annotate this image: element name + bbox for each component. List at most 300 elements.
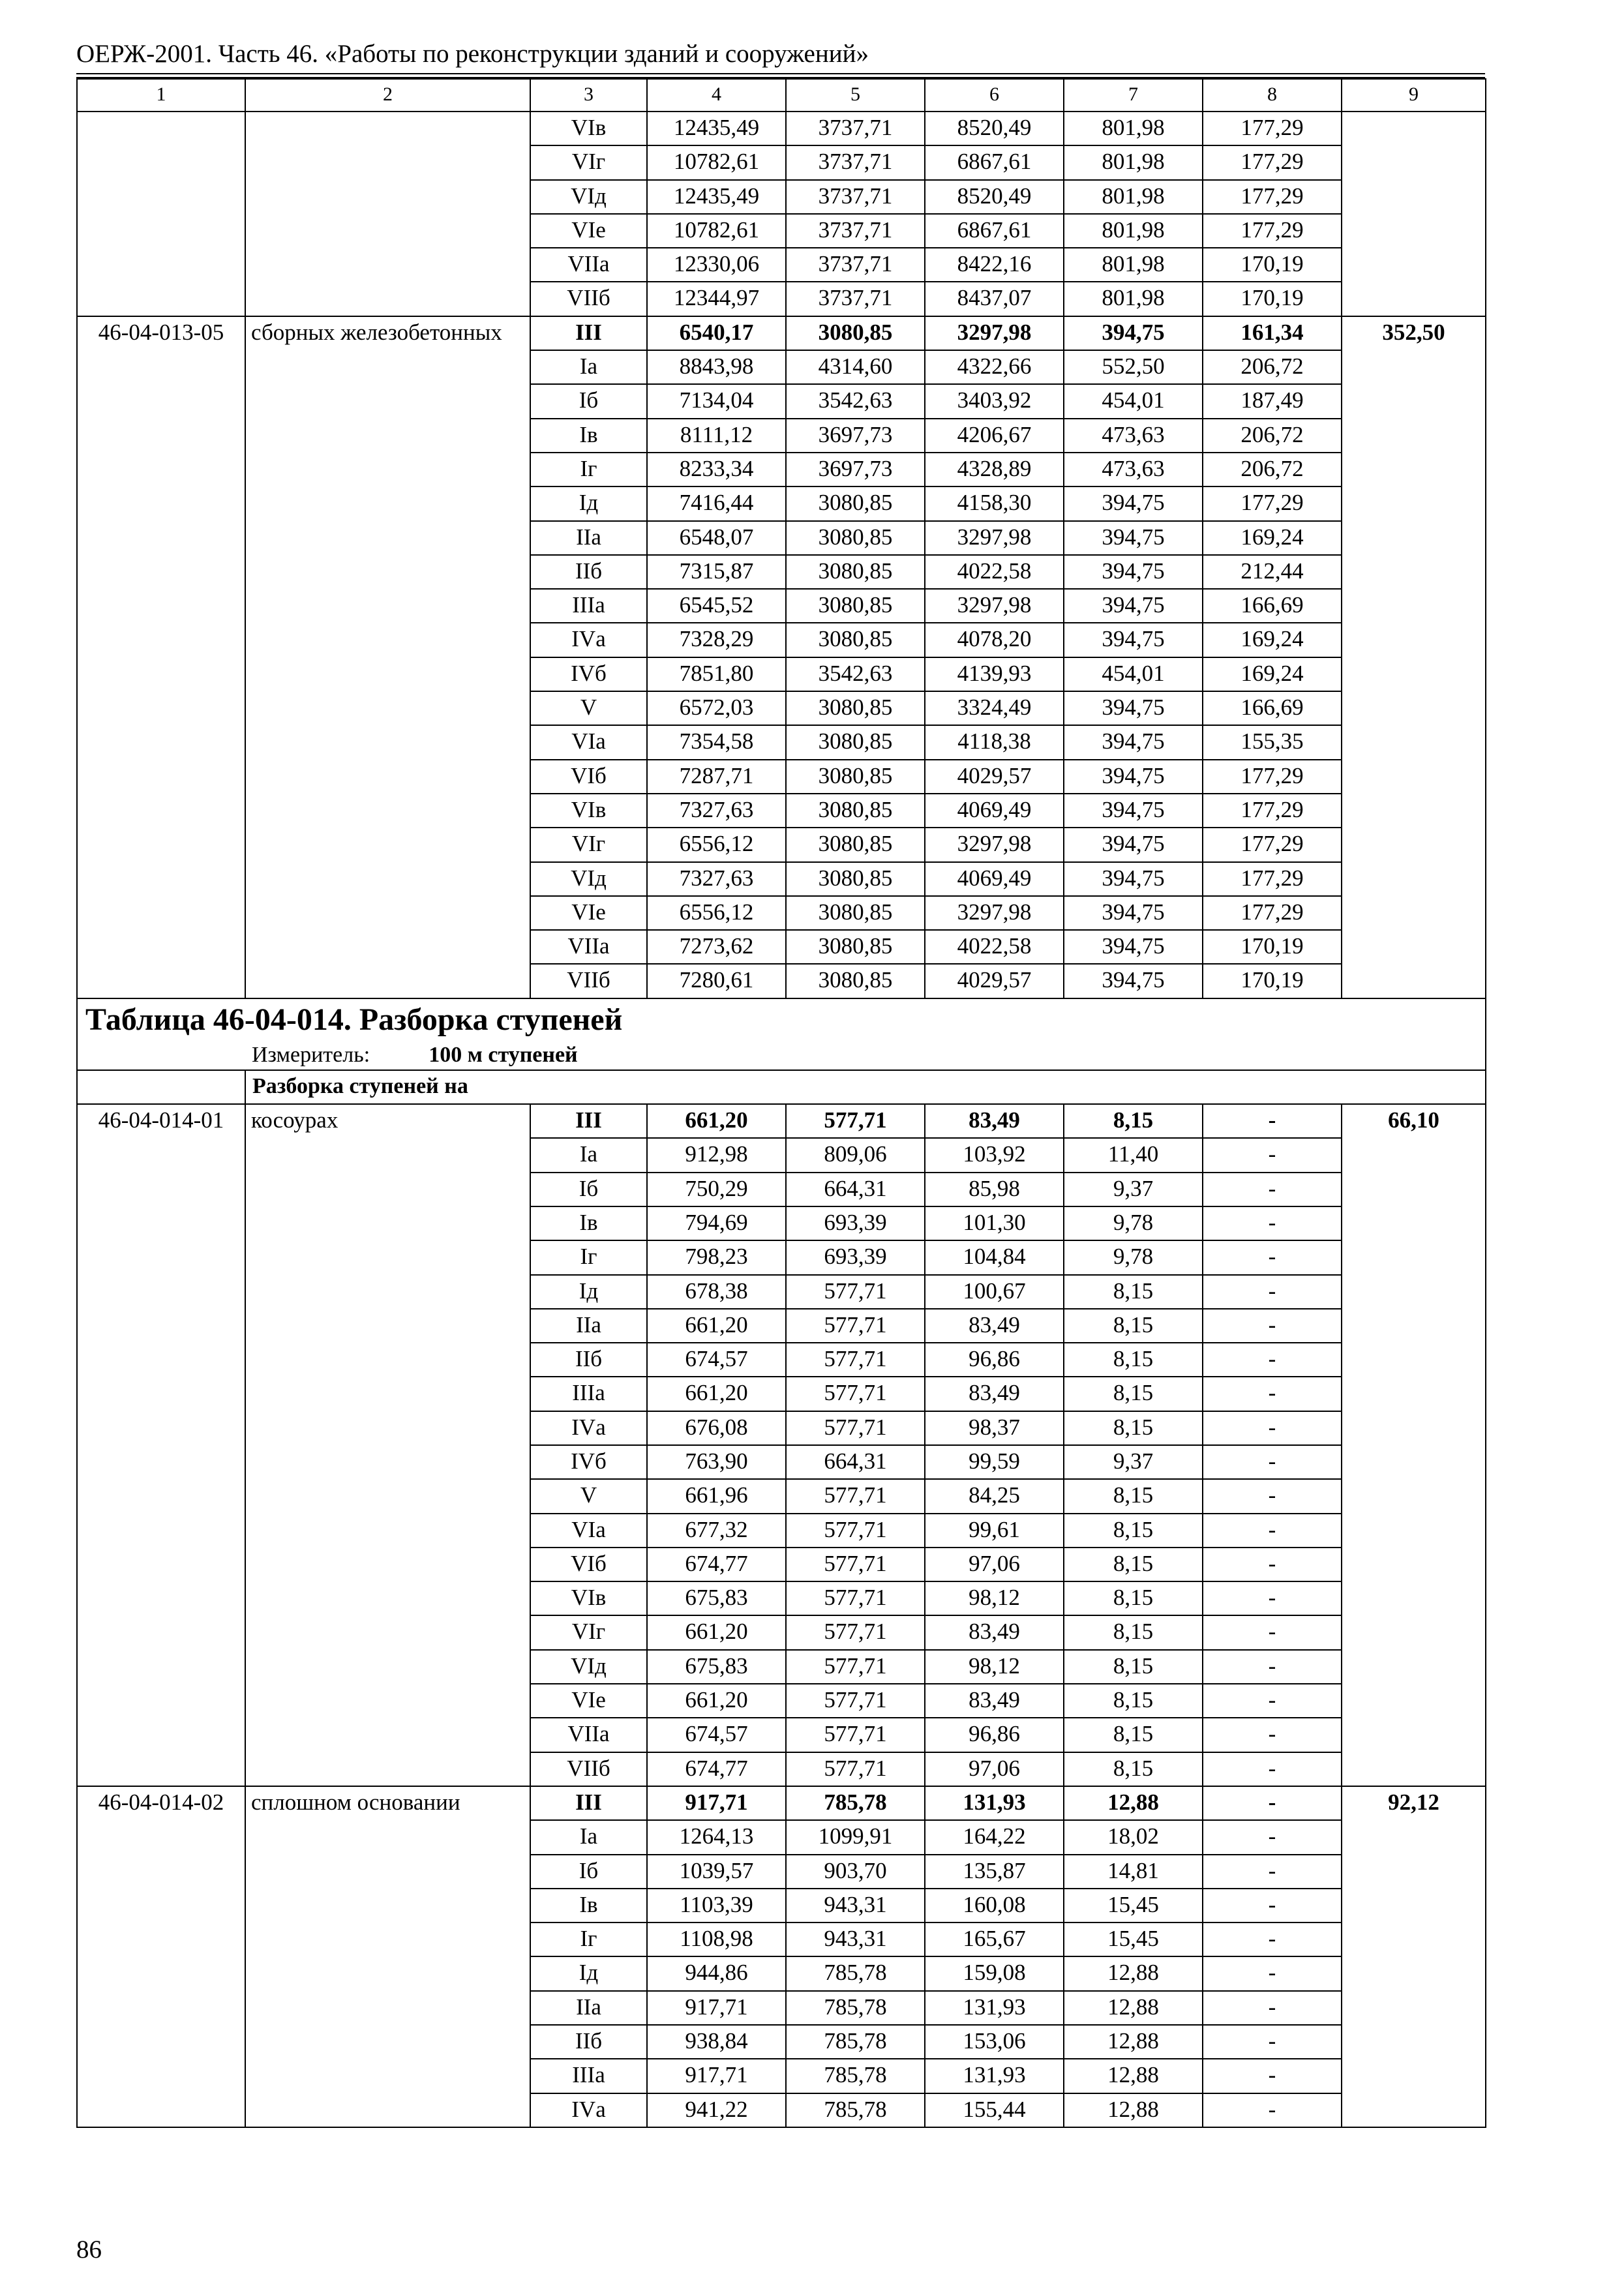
description-cell xyxy=(245,1650,530,1684)
value-cell: 103,92 xyxy=(925,1138,1064,1172)
value-cell: 84,25 xyxy=(925,1479,1064,1513)
value-cell: 678,38 xyxy=(647,1275,786,1309)
value-cell: 7134,04 xyxy=(647,384,786,418)
value-cell: 1264,13 xyxy=(647,1820,786,1854)
table-row xyxy=(77,1718,1486,1752)
value-cell: 131,93 xyxy=(925,1786,1064,1820)
value-cell: - xyxy=(1203,1956,1342,1990)
code-cell xyxy=(77,2025,245,2059)
value-cell: 166,69 xyxy=(1203,589,1342,623)
value-cell: 454,01 xyxy=(1064,657,1203,691)
value-cell: 798,23 xyxy=(647,1240,786,1274)
total-cell xyxy=(1342,589,1486,623)
value-cell: VIб xyxy=(530,760,647,794)
value-cell: 100,67 xyxy=(925,1275,1064,1309)
code-cell xyxy=(77,1206,245,1240)
total-cell xyxy=(1342,1377,1486,1411)
value-cell: 8843,98 xyxy=(647,350,786,384)
value-cell: 131,93 xyxy=(925,2059,1064,2093)
value-cell: 3080,85 xyxy=(786,760,925,794)
value-cell: 3403,92 xyxy=(925,384,1064,418)
value-cell: 577,71 xyxy=(786,1309,925,1343)
description-cell xyxy=(245,180,530,214)
total-cell xyxy=(1342,1650,1486,1684)
description-cell xyxy=(245,350,530,384)
value-cell: 98,37 xyxy=(925,1411,1064,1445)
value-cell: 3080,85 xyxy=(786,486,925,520)
total-cell xyxy=(1342,486,1486,520)
table-row xyxy=(77,1173,1486,1206)
value-cell: 3080,85 xyxy=(786,896,925,930)
table-row xyxy=(77,930,1486,964)
value-cell: - xyxy=(1203,2093,1342,2127)
value-cell: 83,49 xyxy=(925,1615,1064,1649)
value-cell: 83,49 xyxy=(925,1684,1064,1718)
table-row xyxy=(77,1479,1486,1513)
value-cell: VIе xyxy=(530,214,647,248)
value-cell: VIа xyxy=(530,1514,647,1548)
value-cell: 577,71 xyxy=(786,1650,925,1684)
table-row xyxy=(77,1650,1486,1684)
value-cell: 394,75 xyxy=(1064,896,1203,930)
value-cell: Iд xyxy=(530,1275,647,1309)
value-cell: IIIа xyxy=(530,2059,647,2093)
value-cell: 7273,62 xyxy=(647,930,786,964)
value-cell: VIIб xyxy=(530,282,647,316)
total-cell xyxy=(1342,964,1486,998)
value-cell: 166,69 xyxy=(1203,691,1342,725)
value-cell: 903,70 xyxy=(786,1855,925,1889)
value-cell: - xyxy=(1203,1786,1342,1820)
value-cell: 4022,58 xyxy=(925,930,1064,964)
value-cell: 8233,34 xyxy=(647,453,786,486)
value-cell: 101,30 xyxy=(925,1206,1064,1240)
description-cell xyxy=(245,725,530,759)
value-cell: Iб xyxy=(530,384,647,418)
value-cell: - xyxy=(1203,1138,1342,1172)
value-cell: 8520,49 xyxy=(925,180,1064,214)
value-cell: Iб xyxy=(530,1173,647,1206)
value-cell: 394,75 xyxy=(1064,316,1203,350)
table-row xyxy=(77,350,1486,384)
value-cell: 917,71 xyxy=(647,2059,786,2093)
value-cell: 8,15 xyxy=(1064,1752,1203,1786)
value-cell: 394,75 xyxy=(1064,930,1203,964)
table-row xyxy=(77,760,1486,794)
value-cell: 394,75 xyxy=(1064,794,1203,828)
description-cell xyxy=(245,214,530,248)
total-cell xyxy=(1342,1275,1486,1309)
value-cell: 801,98 xyxy=(1064,248,1203,282)
value-cell: 394,75 xyxy=(1064,623,1203,657)
value-cell: 99,61 xyxy=(925,1514,1064,1548)
value-cell: 177,29 xyxy=(1203,862,1342,896)
description-cell xyxy=(245,1411,530,1445)
value-cell: 801,98 xyxy=(1064,282,1203,316)
value-cell: 809,06 xyxy=(786,1138,925,1172)
table-row xyxy=(77,453,1486,486)
table-row xyxy=(77,521,1486,555)
value-cell: 3080,85 xyxy=(786,555,925,589)
value-cell: 155,44 xyxy=(925,2093,1064,2127)
total-cell xyxy=(1342,1173,1486,1206)
code-cell xyxy=(77,725,245,759)
table-row xyxy=(77,1922,1486,1956)
code-cell xyxy=(77,1855,245,1889)
table-row xyxy=(77,964,1486,998)
value-cell: 83,49 xyxy=(925,1377,1064,1411)
description-cell: сплошном основании xyxy=(245,1786,530,1820)
value-cell: 85,98 xyxy=(925,1173,1064,1206)
value-cell: 3737,71 xyxy=(786,180,925,214)
total-cell xyxy=(1342,555,1486,589)
value-cell: 3324,49 xyxy=(925,691,1064,725)
description-cell xyxy=(245,112,530,145)
value-cell: 3697,73 xyxy=(786,453,925,486)
table-row xyxy=(77,486,1486,520)
value-cell: 473,63 xyxy=(1064,453,1203,486)
description-cell xyxy=(245,2025,530,2059)
total-cell xyxy=(1342,1752,1486,1786)
table-row xyxy=(77,1411,1486,1445)
description-cell xyxy=(245,384,530,418)
value-cell: 394,75 xyxy=(1064,964,1203,998)
code-cell xyxy=(77,1956,245,1990)
value-cell: 394,75 xyxy=(1064,589,1203,623)
value-cell: - xyxy=(1203,1275,1342,1309)
value-cell: VIв xyxy=(530,1581,647,1615)
description-cell xyxy=(245,1173,530,1206)
value-cell: 7280,61 xyxy=(647,964,786,998)
value-cell: 4069,49 xyxy=(925,862,1064,896)
value-cell: Iг xyxy=(530,453,647,486)
value-cell: Iв xyxy=(530,1206,647,1240)
code-cell xyxy=(77,1173,245,1206)
table-row xyxy=(77,1956,1486,1990)
value-cell: Iв xyxy=(530,419,647,453)
value-cell: 14,81 xyxy=(1064,1855,1203,1889)
value-cell: 9,78 xyxy=(1064,1240,1203,1274)
value-cell: 577,71 xyxy=(786,1104,925,1138)
description-cell xyxy=(245,1343,530,1377)
value-cell: 577,71 xyxy=(786,1411,925,1445)
code-cell xyxy=(77,1377,245,1411)
value-cell: 8,15 xyxy=(1064,1650,1203,1684)
value-cell: 169,24 xyxy=(1203,521,1342,555)
table-title: Таблица 46-04-014. Разборка ступеней xyxy=(85,1002,623,1037)
table-row xyxy=(77,1581,1486,1615)
description-cell xyxy=(245,1377,530,1411)
value-cell: 15,45 xyxy=(1064,1922,1203,1956)
description-cell xyxy=(245,248,530,282)
code-cell xyxy=(77,862,245,896)
value-cell: 8,15 xyxy=(1064,1718,1203,1752)
description-cell xyxy=(245,1581,530,1615)
value-cell: 6556,12 xyxy=(647,828,786,861)
value-cell: - xyxy=(1203,1991,1342,2025)
total-cell xyxy=(1342,1718,1486,1752)
value-cell: 661,20 xyxy=(647,1309,786,1343)
value-cell: 4029,57 xyxy=(925,964,1064,998)
empty-cell xyxy=(77,1070,245,1104)
code-cell xyxy=(77,350,245,384)
code-cell xyxy=(77,1445,245,1479)
table-row xyxy=(77,2059,1486,2093)
value-cell: 4139,93 xyxy=(925,657,1064,691)
value-cell: 10782,61 xyxy=(647,214,786,248)
value-cell: - xyxy=(1203,1411,1342,1445)
value-cell: IIб xyxy=(530,1343,647,1377)
description-cell: косоурах xyxy=(245,1104,530,1138)
value-cell: 4206,67 xyxy=(925,419,1064,453)
description-cell xyxy=(245,1718,530,1752)
value-cell: 577,71 xyxy=(786,1479,925,1513)
code-cell xyxy=(77,896,245,930)
value-cell: 785,78 xyxy=(786,1956,925,1990)
value-cell: 394,75 xyxy=(1064,521,1203,555)
value-cell: VIг xyxy=(530,1615,647,1649)
total-cell: 92,12 xyxy=(1342,1786,1486,1820)
table-row xyxy=(77,180,1486,214)
value-cell: - xyxy=(1203,1343,1342,1377)
value-cell: 3080,85 xyxy=(786,316,925,350)
value-cell: 177,29 xyxy=(1203,112,1342,145)
value-cell: 8,15 xyxy=(1064,1411,1203,1445)
value-cell: 785,78 xyxy=(786,2025,925,2059)
value-cell: VIа xyxy=(530,725,647,759)
description-cell xyxy=(245,691,530,725)
table-row xyxy=(77,623,1486,657)
value-cell: 170,19 xyxy=(1203,964,1342,998)
value-cell: 8,15 xyxy=(1064,1104,1203,1138)
table-row xyxy=(77,1548,1486,1581)
value-cell: 394,75 xyxy=(1064,691,1203,725)
unit-line xyxy=(85,1041,1485,1070)
value-cell: 676,08 xyxy=(647,1411,786,1445)
value-cell: 664,31 xyxy=(786,1445,925,1479)
description-cell xyxy=(245,1548,530,1581)
value-cell: III xyxy=(530,1104,647,1138)
value-cell: 4322,66 xyxy=(925,350,1064,384)
total-cell xyxy=(1342,521,1486,555)
unit-label: Измеритель: xyxy=(252,1042,370,1067)
code-cell xyxy=(77,214,245,248)
value-cell: 7328,29 xyxy=(647,623,786,657)
value-cell: VIе xyxy=(530,1684,647,1718)
value-cell: 661,20 xyxy=(647,1104,786,1138)
total-cell xyxy=(1342,1479,1486,1513)
value-cell: V xyxy=(530,691,647,725)
value-cell: - xyxy=(1203,1377,1342,1411)
value-cell: Iг xyxy=(530,1922,647,1956)
value-cell: 577,71 xyxy=(786,1343,925,1377)
code-cell xyxy=(77,828,245,861)
code-cell xyxy=(77,419,245,453)
value-cell: IIа xyxy=(530,1309,647,1343)
section-label: Разборка ступеней на xyxy=(245,1070,1486,1104)
value-cell: Iа xyxy=(530,1820,647,1854)
description-cell xyxy=(245,1615,530,1649)
description-cell xyxy=(245,589,530,623)
total-cell xyxy=(1342,350,1486,384)
value-cell: - xyxy=(1203,1514,1342,1548)
value-cell: 12,88 xyxy=(1064,1786,1203,1820)
code-cell: 46-04-013-05 xyxy=(77,316,245,350)
value-cell: IVа xyxy=(530,623,647,657)
description-cell xyxy=(245,964,530,998)
value-cell: 164,22 xyxy=(925,1820,1064,1854)
code-cell xyxy=(77,1514,245,1548)
table-row xyxy=(77,1991,1486,2025)
value-cell: 6556,12 xyxy=(647,896,786,930)
value-cell: 9,37 xyxy=(1064,1173,1203,1206)
value-cell: 3080,85 xyxy=(786,725,925,759)
value-cell: 8,15 xyxy=(1064,1581,1203,1615)
total-cell xyxy=(1342,794,1486,828)
code-cell xyxy=(77,384,245,418)
code-cell xyxy=(77,1718,245,1752)
value-cell: 674,77 xyxy=(647,1548,786,1581)
value-cell: 4118,38 xyxy=(925,725,1064,759)
code-cell xyxy=(77,1615,245,1649)
value-cell: 83,49 xyxy=(925,1104,1064,1138)
value-cell: 206,72 xyxy=(1203,350,1342,384)
description-cell xyxy=(245,1479,530,1513)
value-cell: - xyxy=(1203,2059,1342,2093)
value-cell: 4328,89 xyxy=(925,453,1064,486)
total-cell xyxy=(1342,862,1486,896)
value-cell: 187,49 xyxy=(1203,384,1342,418)
value-cell: 1099,91 xyxy=(786,1820,925,1854)
value-cell: 801,98 xyxy=(1064,214,1203,248)
value-cell: 577,71 xyxy=(786,1377,925,1411)
value-cell: 12,88 xyxy=(1064,2059,1203,2093)
value-cell: 394,75 xyxy=(1064,760,1203,794)
value-cell: - xyxy=(1203,1479,1342,1513)
value-cell: - xyxy=(1203,2025,1342,2059)
table-row xyxy=(77,1343,1486,1377)
total-cell xyxy=(1342,248,1486,282)
value-cell: 3080,85 xyxy=(786,794,925,828)
column-number: 9 xyxy=(1342,79,1486,112)
value-cell: 938,84 xyxy=(647,2025,786,2059)
value-cell: 131,93 xyxy=(925,1991,1064,2025)
total-cell xyxy=(1342,1855,1486,1889)
value-cell: III xyxy=(530,1786,647,1820)
value-cell: VIб xyxy=(530,1548,647,1581)
description-cell xyxy=(245,486,530,520)
value-cell: 664,31 xyxy=(786,1173,925,1206)
value-cell: 7327,63 xyxy=(647,794,786,828)
value-cell: Iв xyxy=(530,1889,647,1922)
value-cell: 4022,58 xyxy=(925,555,1064,589)
table-row xyxy=(77,1138,1486,1172)
column-number: 5 xyxy=(786,79,925,112)
table-row xyxy=(77,896,1486,930)
description-cell xyxy=(245,419,530,453)
value-cell: 750,29 xyxy=(647,1173,786,1206)
value-cell: - xyxy=(1203,1173,1342,1206)
column-number-row xyxy=(77,79,1486,112)
value-cell: 577,71 xyxy=(786,1548,925,1581)
table-title-row xyxy=(77,998,1486,1070)
total-cell xyxy=(1342,453,1486,486)
value-cell: - xyxy=(1203,1309,1342,1343)
value-cell: 11,40 xyxy=(1064,1138,1203,1172)
value-cell: IIа xyxy=(530,1991,647,2025)
value-cell: - xyxy=(1203,1820,1342,1854)
table-row xyxy=(77,145,1486,179)
value-cell: VIв xyxy=(530,794,647,828)
value-cell: - xyxy=(1203,1104,1342,1138)
table-row xyxy=(77,589,1486,623)
value-cell: 96,86 xyxy=(925,1343,1064,1377)
value-cell: 3080,85 xyxy=(786,828,925,861)
total-cell xyxy=(1342,725,1486,759)
value-cell: 98,12 xyxy=(925,1581,1064,1615)
value-cell: 677,32 xyxy=(647,1514,786,1548)
code-cell xyxy=(77,1650,245,1684)
value-cell: 165,67 xyxy=(925,1922,1064,1956)
table-row xyxy=(77,112,1486,145)
code-cell xyxy=(77,486,245,520)
value-cell: 99,59 xyxy=(925,1445,1064,1479)
description-cell xyxy=(245,453,530,486)
value-cell: VIд xyxy=(530,1650,647,1684)
value-cell: 97,06 xyxy=(925,1752,1064,1786)
total-cell xyxy=(1342,1411,1486,1445)
value-cell: 785,78 xyxy=(786,1786,925,1820)
description-cell xyxy=(245,1275,530,1309)
description-cell xyxy=(245,1138,530,1172)
value-cell: 675,83 xyxy=(647,1581,786,1615)
value-cell: 3737,71 xyxy=(786,214,925,248)
value-cell: III xyxy=(530,316,647,350)
rates-table xyxy=(76,78,1486,2128)
table-row xyxy=(77,691,1486,725)
table-row xyxy=(77,419,1486,453)
value-cell: 96,86 xyxy=(925,1718,1064,1752)
description-cell xyxy=(245,1240,530,1274)
value-cell: 3080,85 xyxy=(786,623,925,657)
value-cell: IIIа xyxy=(530,589,647,623)
total-cell xyxy=(1342,112,1486,145)
total-cell xyxy=(1342,1138,1486,1172)
total-cell xyxy=(1342,691,1486,725)
value-cell: 577,71 xyxy=(786,1615,925,1649)
value-cell: 155,35 xyxy=(1203,725,1342,759)
value-cell: 552,50 xyxy=(1064,350,1203,384)
value-cell: 801,98 xyxy=(1064,145,1203,179)
value-cell: 3080,85 xyxy=(786,862,925,896)
value-cell: 161,34 xyxy=(1203,316,1342,350)
value-cell: 8,15 xyxy=(1064,1684,1203,1718)
value-cell: VIIб xyxy=(530,1752,647,1786)
code-cell xyxy=(77,521,245,555)
value-cell: 674,57 xyxy=(647,1343,786,1377)
description-cell xyxy=(245,794,530,828)
description-cell xyxy=(245,1855,530,1889)
value-cell: 693,39 xyxy=(786,1206,925,1240)
value-cell: 912,98 xyxy=(647,1138,786,1172)
value-cell: Iд xyxy=(530,486,647,520)
value-cell: 206,72 xyxy=(1203,419,1342,453)
value-cell: Iг xyxy=(530,1240,647,1274)
value-cell: 801,98 xyxy=(1064,180,1203,214)
description-cell xyxy=(245,623,530,657)
value-cell: 4158,30 xyxy=(925,486,1064,520)
total-cell xyxy=(1342,930,1486,964)
